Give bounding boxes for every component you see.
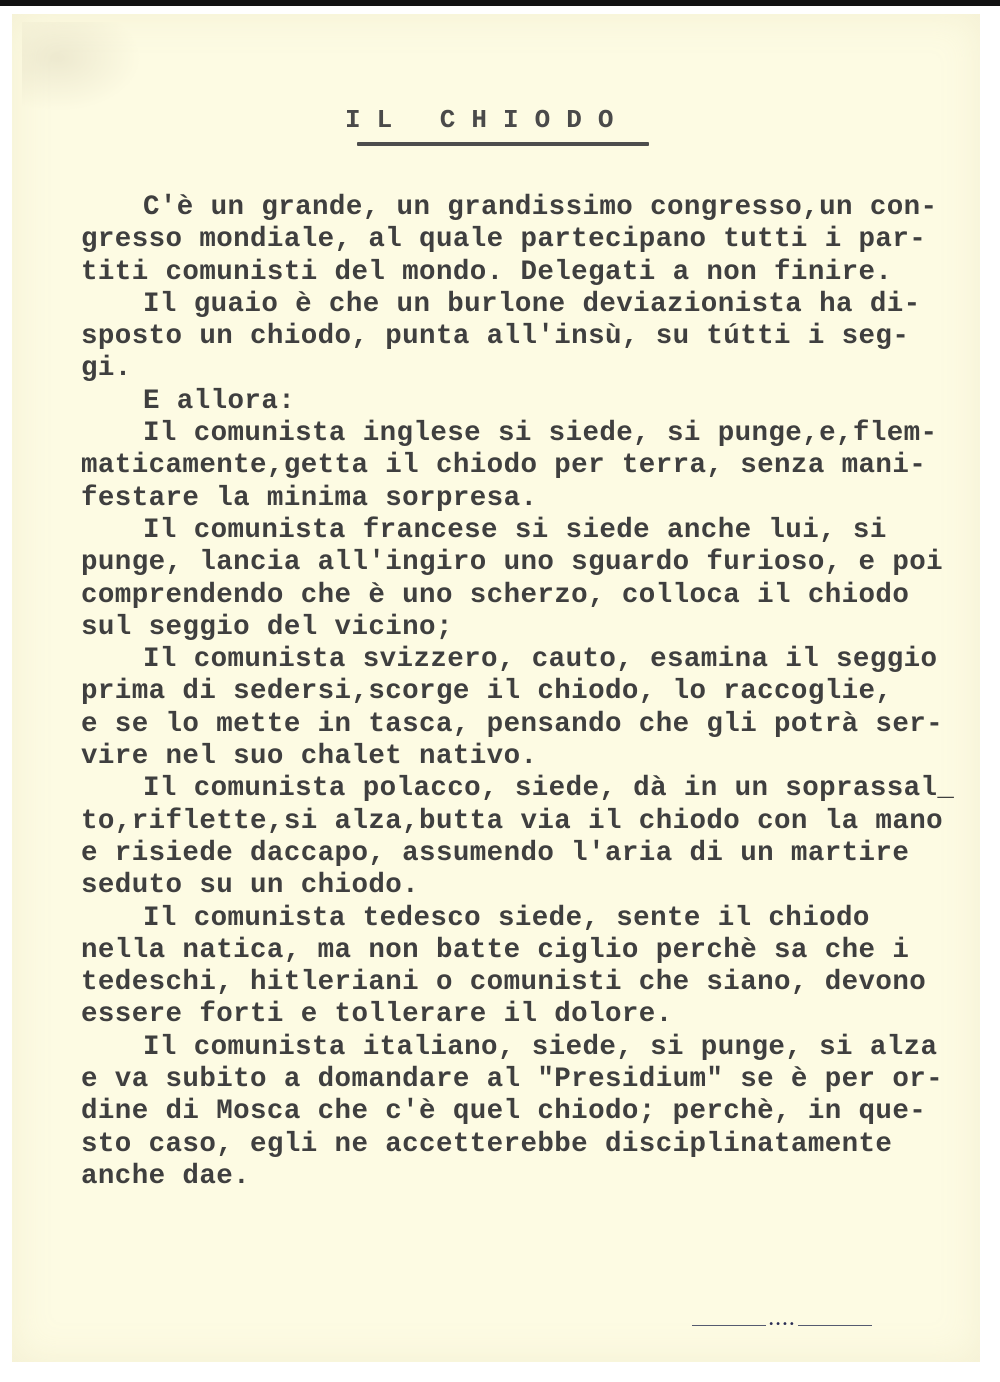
text-line: Il comunista francese si siede anche lui, si [143, 514, 887, 546]
text-line: prima di sedersi,scorge il chiodo, lo raccoglie, [81, 676, 893, 708]
paragraph-problem [81, 289, 981, 386]
text-line: punge, lancia all'ingiro uno sguardo furioso, e poi [81, 547, 944, 579]
document-body [81, 192, 981, 1193]
paragraph-swiss [81, 644, 981, 773]
ornament-rule-left [692, 1325, 766, 1326]
text-line: sposto un chiodo, punta all'insù, su tútti i seg- [81, 321, 910, 353]
text-line: Il comunista polacco, siede, dà in un soprassal_ [143, 773, 955, 805]
text-line: titi comunisti del mondo. Delegati a non finire. [81, 256, 893, 288]
text-line: anche dae. [81, 1160, 251, 1192]
text-line: tedeschi, hitleriani o comunisti che siano, devono [81, 967, 927, 999]
text-line: Il comunista tedesco siede, sente il chiodo [143, 902, 870, 934]
paragraph-english [81, 418, 981, 515]
paragraph-congress [81, 192, 981, 289]
text-line: Il comunista inglese si siede, si punge,e,flem- [143, 418, 938, 450]
ornament-rule-right [798, 1325, 872, 1326]
text-line: e risiede daccapo, assumendo l'aria di un martire [81, 837, 910, 869]
paragraph-allora [81, 386, 981, 418]
text-line: to,riflette,si alza,butta via il chiodo con la mano [81, 805, 944, 837]
text-line: maticamente,getta il chiodo per terra, senza mani- [81, 450, 927, 482]
text-line: festare la minima sorpresa. [81, 482, 538, 514]
text-line: Il comunista svizzero, cauto, esamina il seggio [143, 644, 938, 676]
paragraph-german [81, 903, 981, 1032]
paragraph-polish [81, 773, 981, 902]
text-line: comprendendo che è uno scherzo, colloca il chiodo [81, 579, 910, 611]
text-line: essere forti e tollerare il dolore. [81, 999, 673, 1031]
paragraph-italian [81, 1032, 981, 1193]
text-line: vire nel suo chalet nativo. [81, 741, 538, 773]
ornament-dots: •••• [768, 1319, 796, 1330]
title-underline [357, 142, 649, 146]
text-line: gi. [81, 353, 132, 385]
document-title: IL CHIODO [345, 105, 630, 135]
text-line: Il comunista italiano, siede, si punge, si alza [143, 1031, 938, 1063]
text-line: gresso mondiale, al quale partecipano tutti i par- [81, 224, 927, 256]
end-ornament [692, 1320, 872, 1330]
text-line: e se lo mette in tasca, pensando che gli potrà ser- [81, 708, 944, 740]
text-line: dine di Mosca che c'è quel chiodo; perchè, in que- [81, 1096, 927, 1128]
text-line: Il guaio è che un burlone deviazionista ha di- [143, 288, 921, 320]
text-line: C'è un grande, un grandissimo congresso,un con- [143, 192, 938, 223]
text-line: sto caso, egli ne accetterebbe disciplinatamente [81, 1128, 893, 1160]
text-line: nella natica, ma non batte ciglio perchè sa che i [81, 934, 910, 966]
text-line: seduto su un chiodo. [81, 870, 420, 902]
text-line: E allora: [143, 385, 296, 417]
text-line: e va subito a domandare al "Presidium" se è per or- [81, 1064, 944, 1096]
text-line: sul seggio del vicino; [81, 611, 453, 643]
scan-top-edge [0, 0, 1000, 6]
paragraph-french [81, 515, 981, 644]
